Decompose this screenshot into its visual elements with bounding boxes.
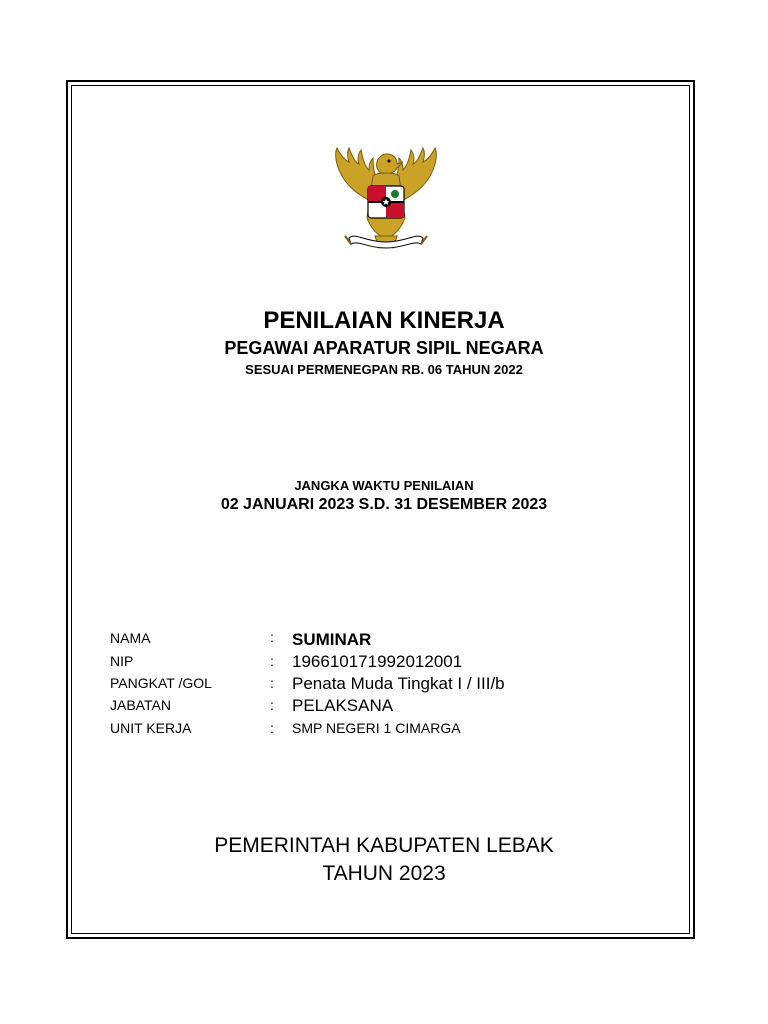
identity-separator: : [270,720,274,736]
identity-separator: : [270,697,274,713]
identity-separator: : [270,629,274,645]
regulation-line: SESUAI PERMENEGPAN RB. 06 TAHUN 2022 [245,362,523,377]
identity-value: 196610171992012001 [292,652,463,671]
identity-separator: : [270,653,274,669]
identity-value: SMP NEGERI 1 CIMARGA [292,720,461,736]
identity-label: NAMA [110,630,151,646]
identity-label: NIP [110,653,134,669]
issuer-name: PEMERINTAH KABUPATEN LEBAK [214,834,554,857]
period-label: JANGKA WAKTU PENILAIAN [294,478,474,493]
document-subtitle: PEGAWAI APARATUR SIPIL NEGARA [224,338,544,358]
identity-row-nip [110,652,670,674]
identity-value: SUMINAR [292,630,372,649]
garuda-emblem-icon [325,146,447,264]
identity-row-pangkat [110,674,670,696]
identity-separator: : [270,675,274,691]
identity-label: PANGKAT /GOL [110,675,212,691]
identity-value: PELAKSANA [292,696,394,715]
issue-year: TAHUN 2023 [322,862,446,885]
identity-row-nama [110,629,670,651]
identity-label: UNIT KERJA [110,720,192,736]
period-range: 02 JANUARI 2023 S.D. 31 DESEMBER 2023 [220,496,548,513]
identity-label: JABATAN [110,697,171,713]
identity-row-jabatan [110,696,670,718]
identity-row-unit-kerja [110,719,670,741]
document-title: PENILAIAN KINERJA [263,307,505,334]
identity-value: Penata Muda Tingkat I / III/b [292,674,505,693]
